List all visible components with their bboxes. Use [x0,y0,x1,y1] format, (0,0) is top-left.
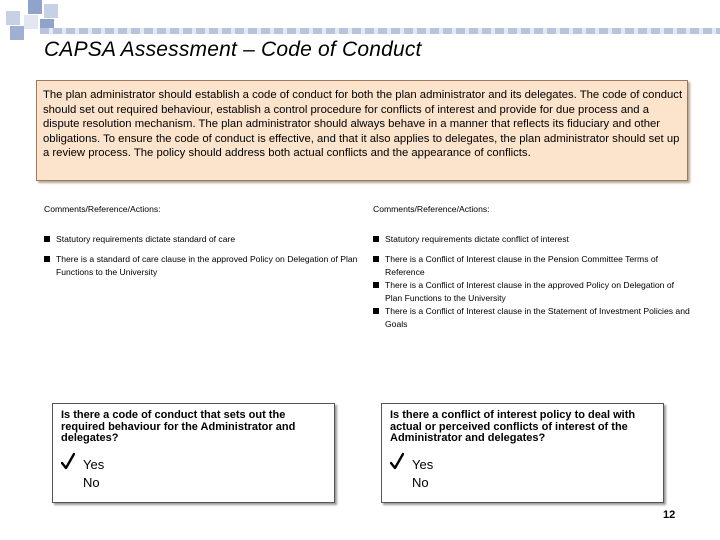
decor-square [24,15,38,29]
right-comments-column [373,203,693,331]
left-column-heading: Comments/Reference/Actions: [44,204,161,214]
left-comments-column [44,203,364,279]
right-column-heading: Comments/Reference/Actions: [373,204,490,214]
answer-no[interactable]: No [83,474,100,490]
slide-title: CAPSA Assessment – Code of Conduct [44,38,422,61]
decor-square [44,4,58,18]
question-text: Is there a conflict of interest policy to deal with actual or perceived conflicts of interest of the Administrator and delegates? [390,409,636,445]
left-bullet-list [44,233,364,279]
intro-box: The plan administrator should establish a code of conduct for both the plan administrator and its delegates. The code of conduct should set out required behaviour, establish a control procedure for conflicts of interest and provide for due process and a dispute resolution mechanism. The plan administrator should always behave in a manner that reflects its fiduciary and other obligations. To ensure the code of conduct is effective, and that it also applies to delegates, the plan administrator should set up a review process. The policy should address both actual conflicts and the appearance of conflicts. [36,80,688,181]
right-bullet-list [373,233,693,331]
code-of-conduct-question-box [52,403,335,503]
answer-options [61,456,326,492]
answer-yes[interactable]: Yes [412,456,434,472]
list-item: There is a Conflict of Interest clause in the Pension Committee Terms of Reference [373,253,693,279]
answer-no[interactable]: No [412,474,429,490]
list-item: Statutory requirements dictate standard of care [44,233,364,246]
decor-square [10,26,24,40]
conflict-of-interest-question-box [381,403,664,503]
decor-square [6,11,20,25]
question-text: Is there a code of conduct that sets out the required behaviour for the Administrator and delegates? [61,409,296,445]
list-item: There is a standard of care clause in the approved Policy on Delegation of Plan Functions to the University [44,253,364,279]
check-icon [61,452,75,472]
list-item: Statutory requirements dictate conflict of interest [373,233,693,246]
title-rule [40,28,720,34]
check-icon [390,452,404,472]
answer-yes[interactable]: Yes [83,456,105,472]
decorative-squares [0,0,130,40]
page-number: 12 [663,509,676,521]
answer-options [390,456,655,492]
decor-square [28,0,42,14]
list-item: There is a Conflict of Interest clause in the approved Policy on Delegation of Plan Functions to the University [373,279,693,305]
list-item: There is a Conflict of Interest clause in the Statement of Investment Policies and Goals [373,305,693,331]
